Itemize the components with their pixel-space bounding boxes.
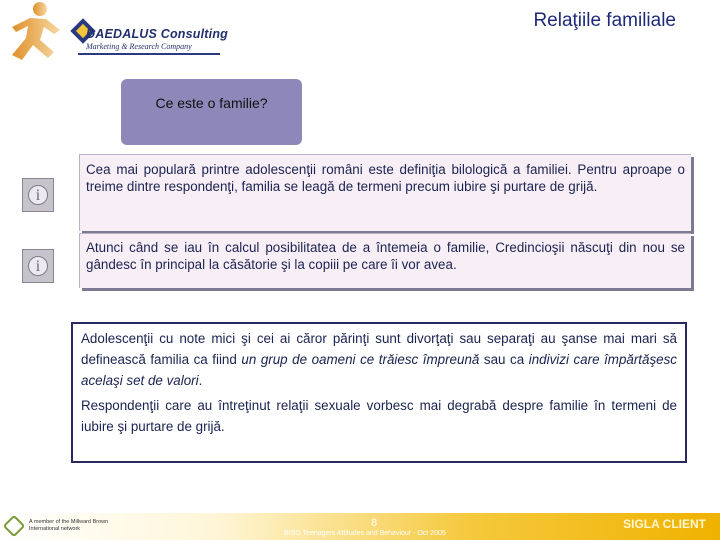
info-card-text: Atunci când se iau în calcul posibilitatea de a întemeia o familie, Credincioşii născuţi din nou se gândesc în principal la căsătorie şi la copiii pe care îi vor avea. xyxy=(86,240,685,272)
info-card-text: Cea mai populară printre adolescenţii români este definiţia bilologică a familiei. Pentru aproape o treime dintre respondenţi, familia se leagă de termeni precum iubire şi purtare de grijă. xyxy=(86,162,685,194)
info-icon-glyph: i xyxy=(35,187,41,204)
info-card-2 xyxy=(79,233,691,288)
network-note-line: A member of the Millward Brown xyxy=(29,519,109,525)
question-label: Ce este o familie? xyxy=(155,95,268,111)
logo-tagline: Marketing & Research Company xyxy=(86,42,192,51)
summary-text: sau ca xyxy=(479,352,529,367)
logo-name: DAEDALUS Consulting xyxy=(86,27,228,41)
summary-box xyxy=(71,322,687,463)
summary-text: Adolescenţii cu note mici şi cei ai căror părinţi sunt divorţaţi sau separaţi au şanse mai mari să definească familia ca fiind xyxy=(81,331,677,367)
info-card-1 xyxy=(79,154,691,231)
client-brand: SIGLA CLIENT xyxy=(623,517,706,531)
info-icon-glyph: i xyxy=(35,258,41,275)
summary-paragraph-1 xyxy=(81,328,677,391)
network-logo-icon xyxy=(3,515,26,538)
page-title: Relaţiile familiale xyxy=(533,10,676,31)
summary-emphasis: un grup de oameni ce trăiesc împreună xyxy=(241,352,480,367)
header xyxy=(0,0,720,70)
question-box xyxy=(121,79,302,145)
summary-text: . xyxy=(198,373,203,388)
summary-emphasis: indivizi care împărtăşesc acelaşi set de valori xyxy=(81,352,677,388)
network-note xyxy=(29,519,108,533)
page-number: 8 xyxy=(370,517,378,529)
info-icon xyxy=(22,249,54,283)
footer-caption: BISO Teenagers Attitudes and Behaviour - Oct 2005 xyxy=(284,530,446,537)
footer xyxy=(0,513,720,540)
info-icon-ring xyxy=(28,256,48,276)
logo-underline xyxy=(78,53,220,55)
network-note-line: International network xyxy=(29,526,81,532)
summary-paragraph-2: Respondenţii care au întreţinut relaţii sexuale vorbesc mai degrabă despre familie în termeni de iubire şi purtare de grijă. xyxy=(81,398,677,434)
info-icon xyxy=(22,178,54,212)
info-icon-ring xyxy=(28,185,48,205)
